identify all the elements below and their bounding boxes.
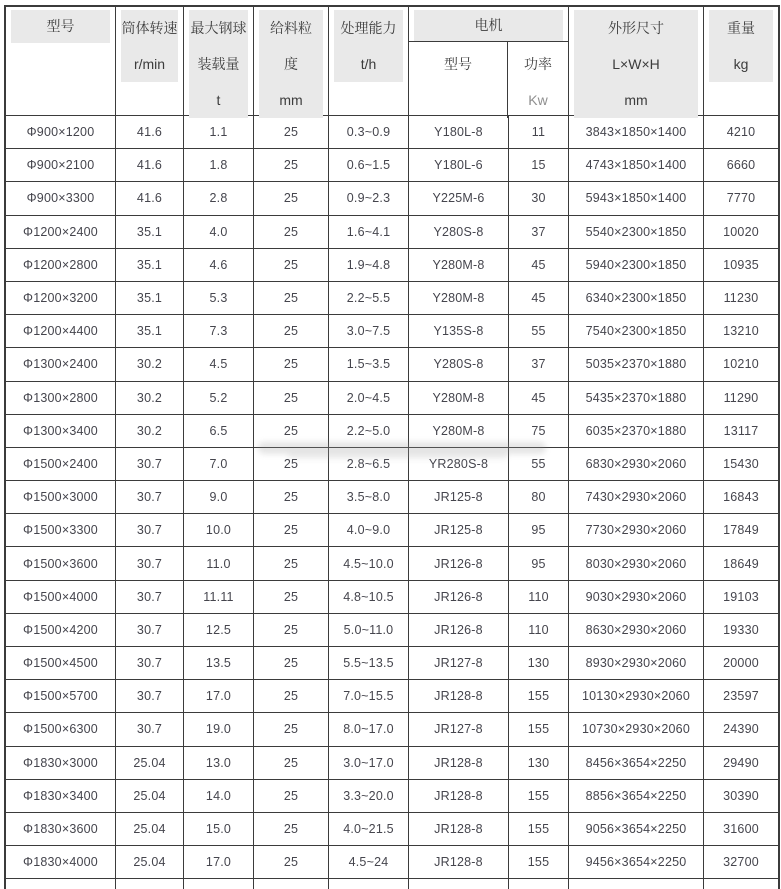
table-cell: 0.6~1.5: [329, 149, 409, 181]
header-dimensions-unit: mm: [624, 92, 648, 108]
table-cell: 45: [509, 282, 569, 314]
table-cell: 37: [509, 216, 569, 248]
table-row: [6, 216, 778, 249]
table-cell: 6660: [726, 158, 756, 173]
header-ball-load-unit: t: [216, 92, 221, 108]
table-cell: 25: [254, 481, 329, 513]
table-cell: Φ900×3300: [6, 182, 116, 214]
table-cell: 15: [509, 149, 569, 181]
header-capacity-unit: t/h: [360, 56, 377, 72]
table-cell: 30.7: [116, 647, 184, 679]
table-row: [6, 149, 778, 182]
table-row: [6, 713, 778, 746]
table-cell: JR127-8: [409, 647, 509, 679]
table-cell: Y280M-8: [409, 249, 509, 281]
table-cell: 30.7: [116, 514, 184, 546]
header-motor-group-label: 电机: [414, 10, 563, 41]
table-cell: 4.5~10.0: [329, 547, 409, 579]
table-cell: 25.04: [116, 747, 184, 779]
table-cell: 30.7: [116, 614, 184, 646]
table-cell: Y280S-8: [409, 348, 509, 380]
table-cell: 30.7: [116, 481, 184, 513]
table-cell: 8930×2930×2060: [569, 647, 704, 679]
table-cell: 16843: [723, 490, 759, 505]
table-cell: 13.0: [184, 747, 254, 779]
table-cell: 30.7: [116, 680, 184, 712]
header-dimensions-format: L×W×H: [612, 56, 660, 72]
table-cell: 11.11: [184, 581, 254, 613]
table-cell: 31600: [723, 822, 759, 837]
table-header: [6, 7, 778, 116]
table-cell: JR128-8: [409, 846, 509, 878]
table-cell: 7.0: [184, 448, 254, 480]
table-cell: 9.0: [184, 481, 254, 513]
table-cell: 10210: [723, 357, 759, 372]
table-row: [6, 415, 778, 448]
header-col-feed-size: [254, 7, 329, 115]
table-cell: Φ1500×5700: [6, 680, 116, 712]
table-cell: Φ1300×2400: [6, 348, 116, 380]
table-row: [6, 547, 778, 580]
table-cell: 45: [509, 382, 569, 414]
table-row: [6, 481, 778, 514]
table-cell: [184, 879, 254, 889]
table-cell: 2.2~5.0: [329, 415, 409, 447]
table-cell: 25: [254, 216, 329, 248]
table-cell: Y180L-6: [409, 149, 509, 181]
table-cell: Φ1830×3600: [6, 813, 116, 845]
table-cell: 4.8~10.5: [329, 581, 409, 613]
table-cell: 25: [254, 282, 329, 314]
table-row: [6, 182, 778, 215]
table-cell: 30.7: [116, 448, 184, 480]
table-cell: 2.8: [184, 182, 254, 214]
header-feed-size-label-1: 给料粒: [270, 20, 312, 36]
table-cell: 15430: [723, 456, 759, 471]
table-cell: 35.1: [116, 216, 184, 248]
table-cell: 25: [254, 780, 329, 812]
table-cell: 32700: [723, 855, 759, 870]
table-cell: JR126-8: [409, 614, 509, 646]
table-cell: 7.3: [184, 315, 254, 347]
table-cell: 35.1: [116, 315, 184, 347]
table-cell: JR125-8: [409, 514, 509, 546]
table-cell: 12.5: [184, 614, 254, 646]
table-cell: 130: [509, 747, 569, 779]
table-cell: 1.5~3.5: [329, 348, 409, 380]
table-cell: JR128-8: [409, 780, 509, 812]
table-cell: 7430×2930×2060: [569, 481, 704, 513]
table-cell: 20000: [723, 656, 759, 671]
table-cell: 155: [509, 780, 569, 812]
table-cell: 25.04: [116, 780, 184, 812]
table-cell: 25: [254, 348, 329, 380]
table-cell: Φ1500×6300: [6, 713, 116, 745]
table-cell: 5435×2370×1880: [569, 382, 704, 414]
table-cell: 30.2: [116, 382, 184, 414]
table-cell: 4.6: [184, 249, 254, 281]
table-cell: 30390: [723, 788, 759, 803]
table-cell: 10730×2930×2060: [569, 713, 704, 745]
table-cell: 5.2: [184, 382, 254, 414]
table-cell: 41.6: [116, 116, 184, 148]
table-cell: Φ1830×3000: [6, 747, 116, 779]
table-cell: 29490: [723, 755, 759, 770]
table-cell: 3.0~7.5: [329, 315, 409, 347]
table-cell: 8030×2930×2060: [569, 547, 704, 579]
header-capacity-label: 处理能力: [340, 20, 397, 36]
table-cell: JR128-8: [409, 680, 509, 712]
table-cell: 25: [254, 149, 329, 181]
table-cell: 13117: [723, 423, 759, 438]
table-cell: 5.5~13.5: [329, 647, 409, 679]
table-cell: [254, 879, 329, 889]
header-ball-load-label-1: 最大钢球: [190, 20, 247, 36]
header-col-motor-group: [409, 7, 569, 115]
table-cell: 155: [509, 713, 569, 745]
table-cell: 8.0~17.0: [329, 713, 409, 745]
table-cell: Φ1830×4000: [6, 846, 116, 878]
table-cell: 14.0: [184, 780, 254, 812]
header-dimensions-label: 外形尺寸: [608, 20, 664, 36]
table-row: [6, 680, 778, 713]
table-cell: 25: [254, 514, 329, 546]
table-cell: [329, 879, 409, 889]
table-cell: YR280S-8: [409, 448, 509, 480]
table-cell: 7.0~15.5: [329, 680, 409, 712]
table-cell: 130: [509, 647, 569, 679]
table-cell: 15.0: [184, 813, 254, 845]
table-cell: 0.3~0.9: [329, 116, 409, 148]
table-cell: 55: [509, 315, 569, 347]
table-cell: Φ1200×2800: [6, 249, 116, 281]
header-motor-power-unit: Kw: [528, 92, 548, 108]
table-cell: Φ1300×3400: [6, 415, 116, 447]
table-cell: 37: [509, 348, 569, 380]
table-cell: 5.3: [184, 282, 254, 314]
table-row: [6, 780, 778, 813]
table-cell: 1.9~4.8: [329, 249, 409, 281]
table-cell: 11.0: [184, 547, 254, 579]
table-cell: 25: [254, 813, 329, 845]
table-cell: 5940×2300×1850: [569, 249, 704, 281]
table-cell: 7540×2300×1850: [569, 315, 704, 347]
table-cell: 30: [509, 182, 569, 214]
table-cell: 30.2: [116, 348, 184, 380]
header-ball-load-label-2: 装载量: [197, 56, 240, 72]
table-cell: Y280M-8: [409, 415, 509, 447]
table-cell: 4210: [726, 125, 756, 140]
header-feed-size-unit: mm: [279, 92, 303, 108]
table-cell: 4.0: [184, 216, 254, 248]
table-cell: [569, 879, 704, 889]
table-cell: Φ900×1200: [6, 116, 116, 148]
table-cell: Φ900×2100: [6, 149, 116, 181]
table-cell: 25: [254, 116, 329, 148]
table-cell: Φ1200×4400: [6, 315, 116, 347]
table-cell: 10130×2930×2060: [569, 680, 704, 712]
table-row: [6, 249, 778, 282]
table-cell: 1.8: [184, 149, 254, 181]
table-cell: 6830×2930×2060: [569, 448, 704, 480]
table-cell: 25.04: [116, 846, 184, 878]
table-cell: 1.1: [184, 116, 254, 148]
table-cell: 17849: [723, 523, 759, 538]
table-row: [6, 348, 778, 381]
table-cell: JR126-8: [409, 547, 509, 579]
table-row: [6, 448, 778, 481]
table-cell: 19.0: [184, 713, 254, 745]
table-cell: 8456×3654×2250: [569, 747, 704, 779]
header-col-model: [6, 7, 116, 115]
header-speed-label: 筒体转速: [121, 20, 178, 36]
header-motor-model: 型号: [409, 42, 508, 118]
table-row: [6, 282, 778, 315]
header-col-speed: [116, 7, 184, 115]
table-cell: 5943×1850×1400: [569, 182, 704, 214]
table-cell: 30.7: [116, 547, 184, 579]
table-cell: 24390: [723, 722, 759, 737]
table-cell: 30.7: [116, 713, 184, 745]
table-cell: 19330: [723, 622, 759, 637]
header-col-ball-load: [184, 7, 254, 115]
table-cell: 25: [254, 382, 329, 414]
table-cell: 3.0~17.0: [329, 747, 409, 779]
table-row: [6, 315, 778, 348]
header-speed-unit: r/min: [133, 56, 166, 72]
table-cell: 155: [509, 680, 569, 712]
table-cell: 5035×2370×1880: [569, 348, 704, 380]
table-cell: 95: [509, 547, 569, 579]
table-cell: JR127-8: [409, 713, 509, 745]
table-cell: 6340×2300×1850: [569, 282, 704, 314]
table-cell: 2.0~4.5: [329, 382, 409, 414]
table-cell: Y135S-8: [409, 315, 509, 347]
table-cell: 110: [509, 614, 569, 646]
table-cell: 9030×2930×2060: [569, 581, 704, 613]
table-row: [6, 747, 778, 780]
table-row: [6, 614, 778, 647]
table-cell: 25: [254, 315, 329, 347]
table-cell: 95: [509, 514, 569, 546]
table-cell: Y280M-8: [409, 382, 509, 414]
header-weight-label: 重量: [727, 20, 755, 36]
table-cell: Φ1500×4200: [6, 614, 116, 646]
table-cell: 10020: [723, 224, 759, 239]
table-cell: Y280S-8: [409, 216, 509, 248]
table-cell: 18649: [723, 556, 759, 571]
table-cell: 17.0: [184, 846, 254, 878]
table-cell: 11290: [723, 390, 759, 405]
table-cell: 2.2~5.5: [329, 282, 409, 314]
header-motor-power-label: 功率: [524, 56, 552, 72]
table-cell: 10.0: [184, 514, 254, 546]
spec-table: [4, 5, 780, 889]
table-cell: Y180L-8: [409, 116, 509, 148]
table-row: [6, 116, 778, 149]
table-cell: 35.1: [116, 282, 184, 314]
table-row: [6, 846, 778, 879]
table-cell: Y225M-6: [409, 182, 509, 214]
table-cell: 19103: [723, 589, 759, 604]
table-cell: 1.6~4.1: [329, 216, 409, 248]
table-cell: 4743×1850×1400: [569, 149, 704, 181]
table-cell: 2.8~6.5: [329, 448, 409, 480]
table-cell: Φ1500×4500: [6, 647, 116, 679]
table-cell: 7730×2930×2060: [569, 514, 704, 546]
table-cell: 23597: [723, 689, 759, 704]
table-cell: 0.9~2.3: [329, 182, 409, 214]
table-cell: 25: [254, 547, 329, 579]
table-cell: 13.5: [184, 647, 254, 679]
table-row-partial: [6, 879, 778, 889]
table-cell: 55: [509, 448, 569, 480]
table-cell: 9056×3654×2250: [569, 813, 704, 845]
table-cell: 5540×2300×1850: [569, 216, 704, 248]
table-cell: 25.04: [116, 813, 184, 845]
table-cell: 41.6: [116, 182, 184, 214]
table-cell: 4.0~9.0: [329, 514, 409, 546]
table-cell: [116, 879, 184, 889]
table-cell: 5.0~11.0: [329, 614, 409, 646]
table-cell: 13210: [723, 324, 759, 339]
table-cell: 25: [254, 182, 329, 214]
table-cell: 25: [254, 249, 329, 281]
table-cell: 4.5~24: [329, 846, 409, 878]
table-cell: 3.3~20.0: [329, 780, 409, 812]
table-cell: 4.5: [184, 348, 254, 380]
table-row: [6, 581, 778, 614]
table-cell: 25: [254, 713, 329, 745]
table-cell: 25: [254, 415, 329, 447]
table-cell: 9456×3654×2250: [569, 846, 704, 878]
table-cell: 25: [254, 614, 329, 646]
table-cell: 110: [509, 581, 569, 613]
header-weight-unit: kg: [733, 56, 749, 72]
table-cell: JR128-8: [409, 813, 509, 845]
table-cell: [6, 879, 116, 889]
table-row: [6, 813, 778, 846]
table-cell: JR125-8: [409, 481, 509, 513]
table-cell: 3843×1850×1400: [569, 116, 704, 148]
table-cell: 4.0~21.5: [329, 813, 409, 845]
table-cell: 155: [509, 813, 569, 845]
header-col-weight: [704, 7, 778, 115]
table-cell: Φ1200×2400: [6, 216, 116, 248]
table-body: [6, 116, 778, 889]
table-cell: 155: [509, 846, 569, 878]
table-cell: 45: [509, 249, 569, 281]
table-cell: 75: [509, 415, 569, 447]
table-cell: 7770: [726, 191, 756, 206]
table-cell: 35.1: [116, 249, 184, 281]
table-cell: JR126-8: [409, 581, 509, 613]
table-row: [6, 514, 778, 547]
table-cell: 41.6: [116, 149, 184, 181]
table-cell: 17.0: [184, 680, 254, 712]
table-cell: 25: [254, 647, 329, 679]
table-cell: Y280M-8: [409, 282, 509, 314]
table-cell: JR128-8: [409, 747, 509, 779]
table-cell: 6.5: [184, 415, 254, 447]
table-cell: 25: [254, 581, 329, 613]
table-cell: 11: [509, 116, 569, 148]
table-cell: 6035×2370×1880: [569, 415, 704, 447]
table-cell: Φ1830×3400: [6, 780, 116, 812]
table-cell: Φ1500×3000: [6, 481, 116, 513]
table-cell: 8630×2930×2060: [569, 614, 704, 646]
header-col-dimensions: [569, 7, 704, 115]
table-cell: Φ1300×2800: [6, 382, 116, 414]
table-cell: [704, 879, 778, 889]
table-cell: Φ1500×3300: [6, 514, 116, 546]
table-cell: [409, 879, 509, 889]
table-cell: 25: [254, 747, 329, 779]
table-row: [6, 647, 778, 680]
table-row: [6, 382, 778, 415]
table-cell: 30.7: [116, 581, 184, 613]
table-cell: 80: [509, 481, 569, 513]
header-model-label: 型号: [46, 18, 75, 34]
table-cell: 8856×3654×2250: [569, 780, 704, 812]
header-motor-power: [508, 42, 568, 118]
table-cell: 25: [254, 846, 329, 878]
table-cell: 3.5~8.0: [329, 481, 409, 513]
table-cell: 25: [254, 448, 329, 480]
table-cell: 10935: [723, 257, 759, 272]
table-cell: Φ1500×2400: [6, 448, 116, 480]
table-cell: Φ1200×3200: [6, 282, 116, 314]
header-feed-size-label-2: 度: [284, 56, 298, 72]
table-cell: 11230: [723, 291, 759, 306]
header-col-capacity: [329, 7, 409, 115]
table-cell: 30.2: [116, 415, 184, 447]
table-cell: Φ1500×3600: [6, 547, 116, 579]
table-cell: 25: [254, 680, 329, 712]
table-cell: [509, 879, 569, 889]
table-cell: Φ1500×4000: [6, 581, 116, 613]
